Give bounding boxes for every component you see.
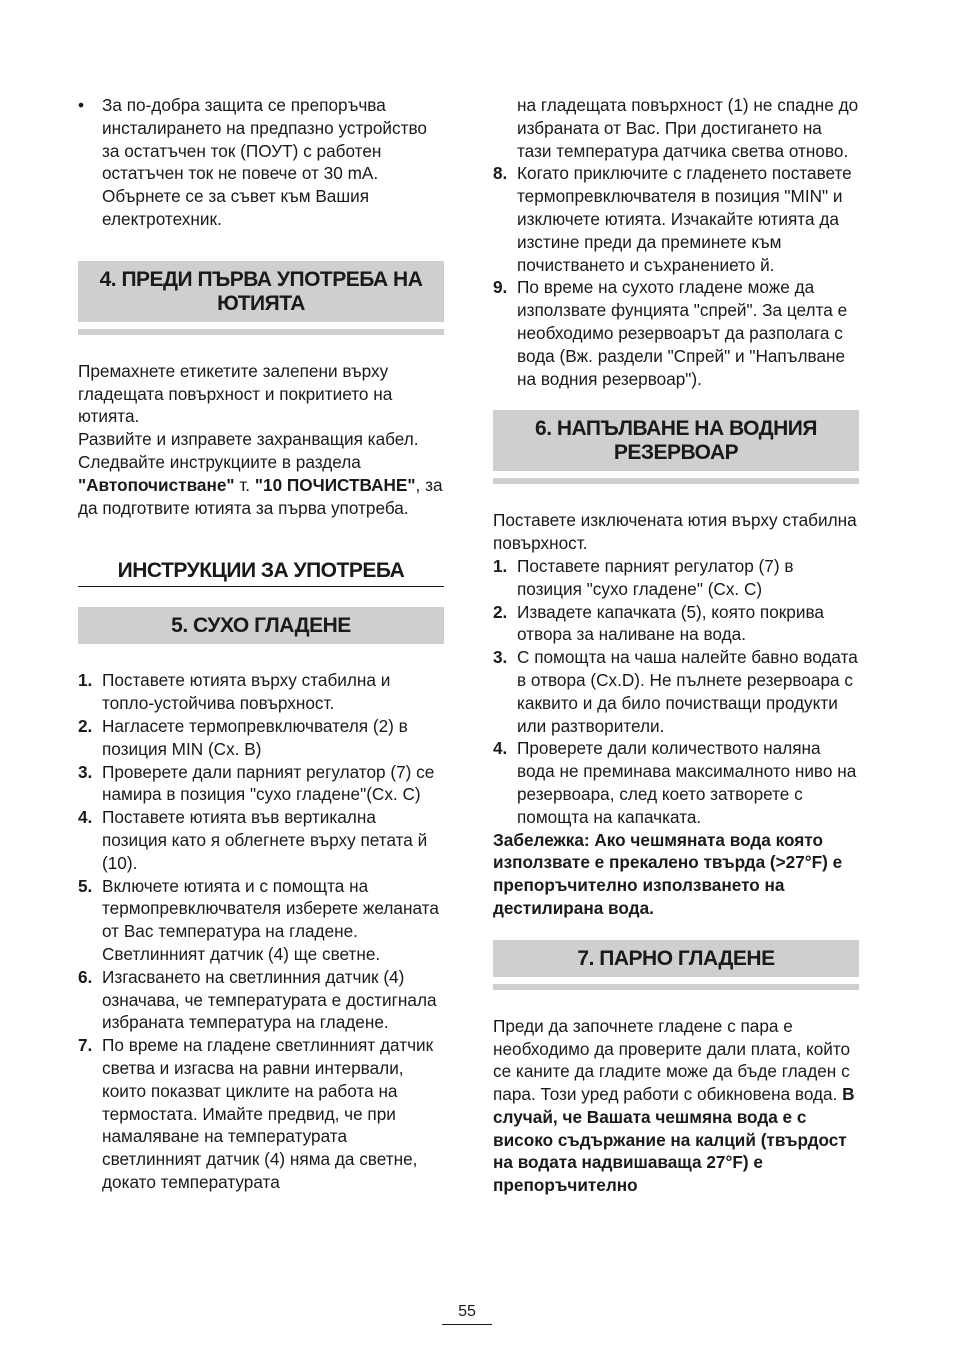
- p3-post: , за да подготвите ютията за първа употреба.: [78, 474, 443, 518]
- list-item: [78, 761, 444, 807]
- list-item: [78, 1034, 444, 1194]
- section4-paragraph-2: Развийте и изправете захранващия кабел.: [78, 429, 419, 450]
- section7-bold-text: В случай, че Вашата чешмяна вода е с високо съдържание на калций (твърдост на водата надвишаваща 27°F) е препоръчително: [493, 1084, 855, 1196]
- list-item: [493, 737, 859, 828]
- list-item: [78, 715, 444, 761]
- section6-title: 6. НАПЪЛВАНЕ НА ВОДНИЯ РЕЗЕРВОАР: [493, 410, 859, 471]
- section6-steps: [493, 555, 859, 829]
- section4-heading: [78, 261, 444, 335]
- section5-steps-continued: [493, 162, 859, 390]
- instructions-title: ИНСТРУКЦИИ ЗА УПОТРЕБА: [78, 559, 444, 587]
- step-number: 2.: [78, 715, 93, 736]
- list-item: [493, 601, 859, 647]
- step-number: 9.: [493, 277, 508, 298]
- section4-title: 4. ПРЕДИ ПЪРВА УПОТРЕБА НА ЮТИЯТА: [78, 261, 444, 322]
- section7-text: Преди да започнете гладене с пара е необходимо да проверите дали плата, който се каните да гладите може да бъде гладен с пара. Този уред работи с обикновена вода.: [493, 1015, 851, 1105]
- step-number: 1.: [78, 670, 93, 691]
- step-text: По време на сухото гладене може да използвате фунцията "спрей". За целта е необходимо резервоарът да разполага с вода (Вж. раздели "Спрей" и "Напълване на водния резервоар").: [517, 277, 848, 389]
- step-number: 7.: [78, 1035, 93, 1056]
- step-text: Когато приключите с гладенето поставете термопревключвателя в позиция "MIN" и изключете ютията. Изчакайте ютията да изстине преди да преминете към почистването и съхранението й.: [517, 163, 852, 275]
- p3-mid: т.: [234, 474, 255, 495]
- section7-title: 7. ПАРНО ГЛАДЕНЕ: [493, 940, 859, 977]
- section7-heading: [493, 940, 859, 990]
- step-text: Поставете ютията върху стабилна и топло-устойчива повърхност.: [102, 670, 391, 714]
- list-item: [78, 806, 444, 874]
- section7-paragraph: [493, 1015, 859, 1197]
- step-text: Извадете капачката (5), която покрива отвора за наливане на вода.: [517, 601, 824, 645]
- step-number: 2.: [493, 601, 508, 622]
- section5-heading: [78, 607, 444, 644]
- list-item: [78, 875, 444, 966]
- step-number: 8.: [493, 163, 508, 184]
- list-item: [493, 276, 859, 390]
- bullet-mark: •: [78, 95, 85, 115]
- step-text: С помощта на чаша налейте бавно водата в отвора (Сх.D). Не пълнете резервоара с каквито и да било почистващи продукти или разтворители.: [517, 647, 858, 736]
- section6-heading: [493, 410, 859, 484]
- list-item: [493, 555, 859, 601]
- p3-bold-cleaning: "10 ПОЧИСТВАНЕ": [254, 474, 416, 495]
- step-text: По време на гладене светлинният датчик светва и изгасва на равни интервали, които показват циклите на работа на термостата. Имайте предвид, че при намаляване на температурата светлинният датчик (4) няма да светне, докато температурата: [102, 1035, 434, 1192]
- section6-note: Забележка: Ако чешмяната вода която използвате е прекалено твърда (>27°F) е препоръчително използването на дестилирана вода.: [493, 829, 843, 918]
- p3-bold-autoclean: "Автопочистване": [78, 474, 235, 495]
- step-text: Включете ютията и с помощта на термопревключвателя изберете желаната от Вас температура на гладене. Светлинният датчик (4) ще светне.: [102, 875, 439, 964]
- step-text: Поставете парният регулатор (7) в позиция "сухо гладене" (Сх. C): [517, 555, 794, 599]
- list-item: [78, 966, 444, 1034]
- step-number: 6.: [78, 966, 93, 987]
- step-number: 5.: [78, 875, 93, 896]
- step-text: Изгасването на светлинния датчик (4) означава, че температурата е достигнала избраната температура на гладене.: [102, 966, 437, 1033]
- section4-paragraph-1: Премахнете етикетите залепени върху гладещата повърхност и покритието на ютията.: [78, 360, 393, 427]
- intro-bullet: [78, 94, 444, 231]
- step-number: 3.: [78, 761, 93, 782]
- list-item: [493, 162, 859, 276]
- step-text: Нагласете термопревключвателя (2) в позиция MIN (Сх. B): [102, 715, 408, 759]
- step-text: Проверете дали количеството наляна вода не преминава максималното ниво на резервоара, след което затворете с помощта на капачката.: [517, 738, 857, 827]
- intro-bullet-text: За по-добра защита се препоръчва инсталирането на предпазно устройство за остатъчен ток (ПОУТ) с работен остатъчен ток не повече от 30 mA. Обърнете се за съвет към Вашия електротехник.: [102, 95, 427, 229]
- list-item: [493, 646, 859, 737]
- left-column: [78, 94, 444, 1194]
- right-column: [493, 94, 859, 1197]
- section5-steps: [78, 669, 444, 1193]
- step-number: 4.: [493, 738, 508, 759]
- section4-paragraph-3: [78, 451, 444, 519]
- step7-continued: на гладещата повърхност (1) не спадне до избраната от Вас. При достигането на тази температура датчика светва отново.: [517, 95, 859, 161]
- p3-pre: Следвайте инструкциите в раздела: [78, 451, 361, 472]
- page-number: 55: [442, 1302, 492, 1325]
- list-item: [78, 669, 444, 715]
- step-text: Поставете ютията във вертикална позиция като я облегнете върху петата й (10).: [102, 807, 428, 873]
- step-text: Проверете дали парният регулатор (7) се намира в позиция "сухо гладене"(Сх. C): [102, 761, 435, 805]
- section5-title: 5. СУХО ГЛАДЕНЕ: [78, 607, 444, 644]
- step-number: 3.: [493, 647, 508, 668]
- step-number: 1.: [493, 555, 508, 576]
- section6-intro: Поставете изключената ютия върху стабилна повърхност.: [493, 510, 857, 554]
- step-number: 4.: [78, 807, 93, 828]
